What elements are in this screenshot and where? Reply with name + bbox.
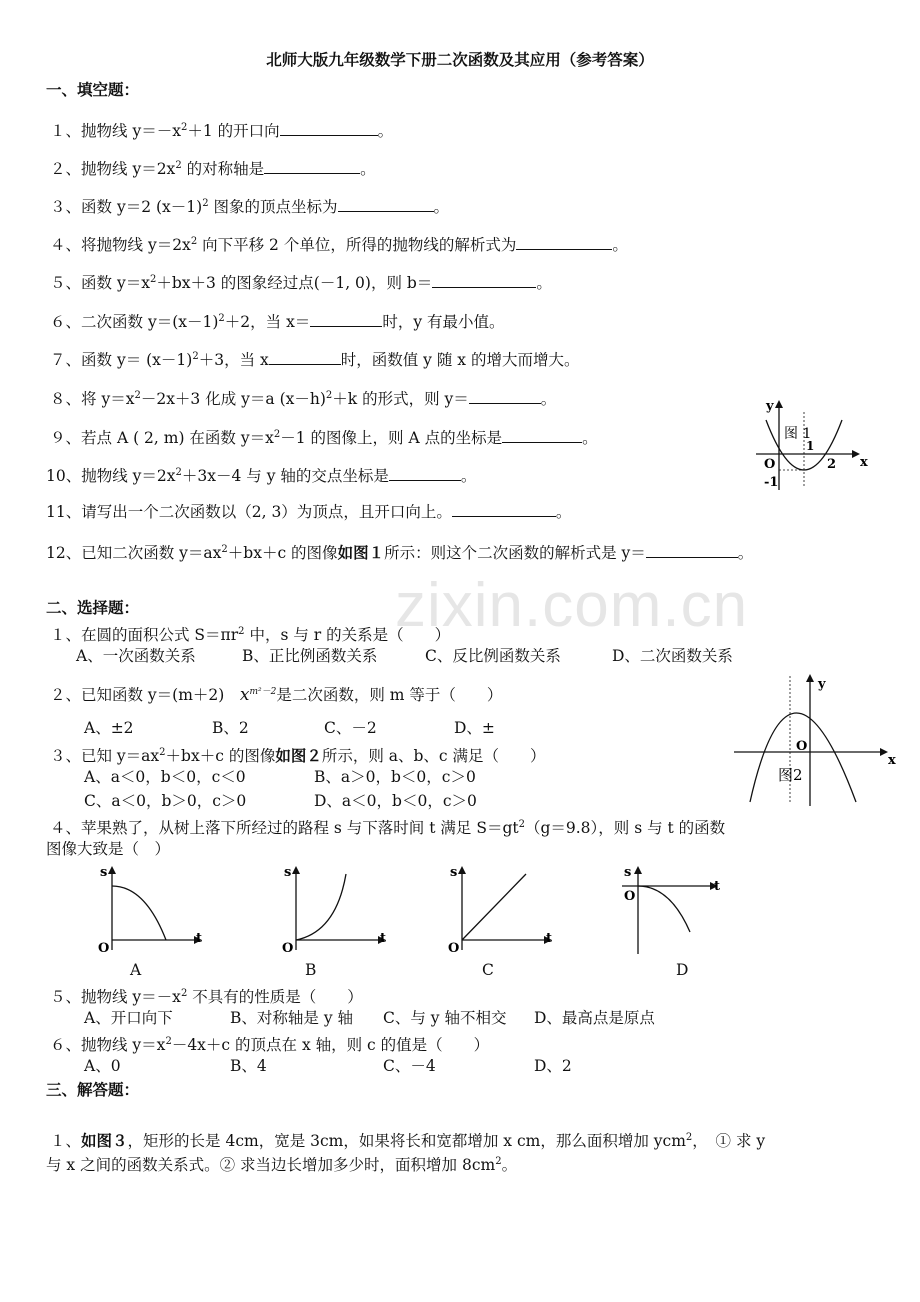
- choice-q6-option-c[interactable]: C、－4: [383, 1057, 436, 1075]
- answer-blank[interactable]: [389, 466, 461, 481]
- graph-d-origin-label: O: [624, 889, 636, 904]
- fig2-y-arrow: [806, 674, 814, 682]
- fig1-two-label: 2: [827, 457, 837, 472]
- graph-b-s-label: s: [284, 865, 292, 880]
- graph-option-a[interactable]: [90, 860, 210, 960]
- answer-blank[interactable]: [432, 273, 536, 288]
- graph-b-curve: [296, 874, 346, 940]
- choice-q3-option-c[interactable]: C、a＜0，b＞0，c＞0: [84, 792, 247, 810]
- choice-q5-option-a[interactable]: A、开口向下: [84, 1009, 173, 1027]
- answer-blank[interactable]: [280, 121, 378, 136]
- choice-q1-option-c[interactable]: C、反比例函数关系: [425, 647, 561, 665]
- answer-question-1: １、如图３，矩形的长是 4cm，宽是 3cm，如果将长和宽都增加 x cm，那么面积增加 ycm$^2$， ① 求 y: [50, 1131, 766, 1151]
- fig2-y-label: y: [818, 677, 826, 692]
- choice-q2-option-b[interactable]: B、2: [212, 719, 249, 737]
- figure-1-parabola: [752, 392, 868, 492]
- fill-question-9: ９、若点 A ( 2, m) 在函数 $y=x^2-1$ 的图像上，则 A 点的坐标是 。: [50, 429, 598, 448]
- choice-question-4: ４、苹果熟了，从树上落下所经过的路程 s 与下落时间 t 满足 $S=gt^2(g=9.8)$，则 s 与 t 的函数: [50, 819, 726, 838]
- answer-blank[interactable]: [338, 197, 434, 212]
- fill-question-3: ３、函数 y＝2 $(x-1)^2$ 图象的顶点坐标为 。: [50, 198, 450, 217]
- answer-blank[interactable]: [502, 428, 582, 443]
- fig1-y-arrow: [775, 400, 783, 408]
- graph-option-b[interactable]: [276, 860, 396, 960]
- graph-b-t-label: t: [380, 931, 387, 946]
- fill-question-12: 12、已知二次函数 $y=ax^2+bx+c$ 的图像如图１所示：则这个二次函数的解析式是 y＝ 。: [46, 543, 754, 563]
- choice-q5-option-d[interactable]: D、最高点是原点: [534, 1009, 655, 1027]
- graph-b-origin-label: O: [282, 941, 294, 956]
- fig2-curve: [750, 713, 856, 802]
- fill-question-4: ４、将抛物线 $y=2x^2$ 向下平移 2 个单位，所得的抛物线的解析式为 。: [50, 236, 628, 255]
- choice-q6-option-a[interactable]: A、0: [84, 1057, 121, 1075]
- graph-c-origin-label: O: [448, 941, 460, 956]
- graph-a-t-label: t: [196, 931, 203, 946]
- graph-a-curve: [112, 886, 166, 940]
- graph-d-t-label: t: [714, 879, 721, 894]
- choice-question-4-line2: 图像大致是（ ）: [46, 840, 171, 858]
- fill-question-2: ２、抛物线 $y=2x^2$ 的对称轴是 。: [50, 160, 376, 179]
- choice-question-3: ３、已知 $y=ax^2+bx+c$ 的图像如图２所示，则 a、b、c 满足（ ）: [50, 746, 546, 766]
- section-fill-heading: 一、填空题：: [46, 80, 140, 99]
- choice-q2-option-c[interactable]: C、－2: [324, 719, 377, 737]
- choice-q2-option-d[interactable]: D、±: [454, 719, 495, 737]
- fig2-caption: 图2: [778, 766, 803, 784]
- answer-blank[interactable]: [452, 502, 556, 517]
- page-title: 北师大版九年级数学下册二次函数及其应用（参考答案）: [266, 50, 654, 69]
- figure-2-parabola: [728, 668, 902, 808]
- answer-blank[interactable]: [469, 389, 541, 404]
- graph-label-c: C: [482, 961, 494, 979]
- fig1-x-label: x: [860, 455, 868, 470]
- fig1-caption: 图 1: [784, 426, 812, 442]
- fig2-x-arrow: [880, 748, 888, 756]
- answer-blank[interactable]: [646, 543, 738, 558]
- graph-option-c[interactable]: [444, 860, 564, 960]
- fig1-origin-label: O: [764, 457, 776, 472]
- choice-q3-option-a[interactable]: A、a＜0，b＜0，c＜0: [84, 768, 246, 786]
- choice-question-1: １、在圆的面积公式 $S=\pi r^2$ 中，s 与 r 的关系是（ ）: [50, 626, 451, 645]
- fig1-y-label: y: [766, 399, 774, 414]
- watermark: zixin.com.cn: [395, 571, 749, 640]
- fig1-one-label: 1: [806, 439, 815, 453]
- choice-q5-option-c[interactable]: C、与 y 轴不相交: [383, 1009, 507, 1027]
- graph-d-s-label: s: [624, 865, 632, 880]
- answer-question-1-line2: 与 x 之间的函数关系式。② 求当边长增加多少时，面积增加 $8cm^2$。: [46, 1156, 518, 1175]
- fill-question-7: ７、函数 $y= (x-1)^2+3$，当 x 时，函数值 y 随 x 的增大而增大。: [50, 351, 580, 370]
- choice-question-5: ５、抛物线 $y=-x^2$ 不具有的性质是（ ）: [50, 988, 363, 1007]
- fill-question-1: １、抛物线 $y=-x^2+1$ 的开口向 。: [50, 122, 394, 141]
- choice-q3-option-b[interactable]: B、a＞0，b＜0，c＞0: [314, 768, 476, 786]
- choice-q6-option-b[interactable]: B、4: [230, 1057, 267, 1075]
- graph-c-line: [462, 874, 526, 940]
- fig1-x-arrow: [852, 450, 860, 458]
- section-answer-heading: 三、解答题：: [46, 1080, 140, 1099]
- graph-c-s-label: s: [450, 865, 458, 880]
- choice-q1-option-a[interactable]: A、一次函数关系: [76, 647, 196, 665]
- answer-blank[interactable]: [269, 350, 341, 365]
- graph-a-s-label: s: [100, 865, 108, 880]
- choice-q1-option-d[interactable]: D、二次函数关系: [612, 647, 733, 665]
- choice-question-2: ２、已知函数 y＝(m＋2) $x^{m^2-2}$是二次函数，则 m 等于（ ）: [50, 685, 503, 706]
- choice-q6-option-d[interactable]: D、2: [534, 1057, 572, 1075]
- choice-q3-option-d[interactable]: D、a＜0，b＜0，c＞0: [314, 792, 477, 810]
- answer-blank[interactable]: [310, 312, 382, 327]
- choice-question-6: ６、抛物线 $y=x^2-4x+c$ 的顶点在 x 轴，则 c 的值是（ ）: [50, 1036, 490, 1055]
- graph-a-origin-label: O: [98, 941, 110, 956]
- graph-label-d: D: [676, 961, 689, 979]
- fill-question-8: ８、将 $y=x^2-2x+3$ 化成 y＝a $(x-h)^2+k$ 的形式，则 y＝ 。: [50, 390, 557, 409]
- graph-option-d[interactable]: [610, 860, 734, 960]
- fig2-x-label: x: [888, 753, 896, 768]
- choice-q5-option-b[interactable]: B、对称轴是 y 轴: [230, 1009, 354, 1027]
- section-choice-heading: 二、选择题：: [46, 598, 140, 617]
- graph-d-curve: [638, 886, 690, 932]
- fill-question-11: 11、请写出一个二次函数以（2, 3）为顶点，且开口向上。 。: [46, 503, 572, 521]
- fill-question-5: ５、函数 $y=x^2+bx+3$ 的图象经过点(－1, 0)，则 b＝ 。: [50, 274, 552, 293]
- answer-blank[interactable]: [516, 235, 612, 250]
- fill-question-6: ６、二次函数 $y=(x-1)^2+2$，当 x＝ 时，y 有最小值。: [50, 313, 505, 332]
- fill-question-10: 10、抛物线 $y=2x^2+3x-4$ 与 y 轴的交点坐标是 。: [46, 467, 477, 486]
- fig2-origin-label: O: [796, 739, 808, 754]
- graph-label-b: B: [305, 961, 317, 979]
- answer-blank[interactable]: [264, 159, 360, 174]
- choice-q2-option-a[interactable]: A、±2: [84, 719, 134, 737]
- fig1-neg1-label: -1: [764, 475, 779, 490]
- graph-c-t-label: t: [546, 931, 553, 946]
- choice-q1-option-b[interactable]: B、正比例函数关系: [242, 647, 378, 665]
- graph-label-a: A: [130, 961, 142, 979]
